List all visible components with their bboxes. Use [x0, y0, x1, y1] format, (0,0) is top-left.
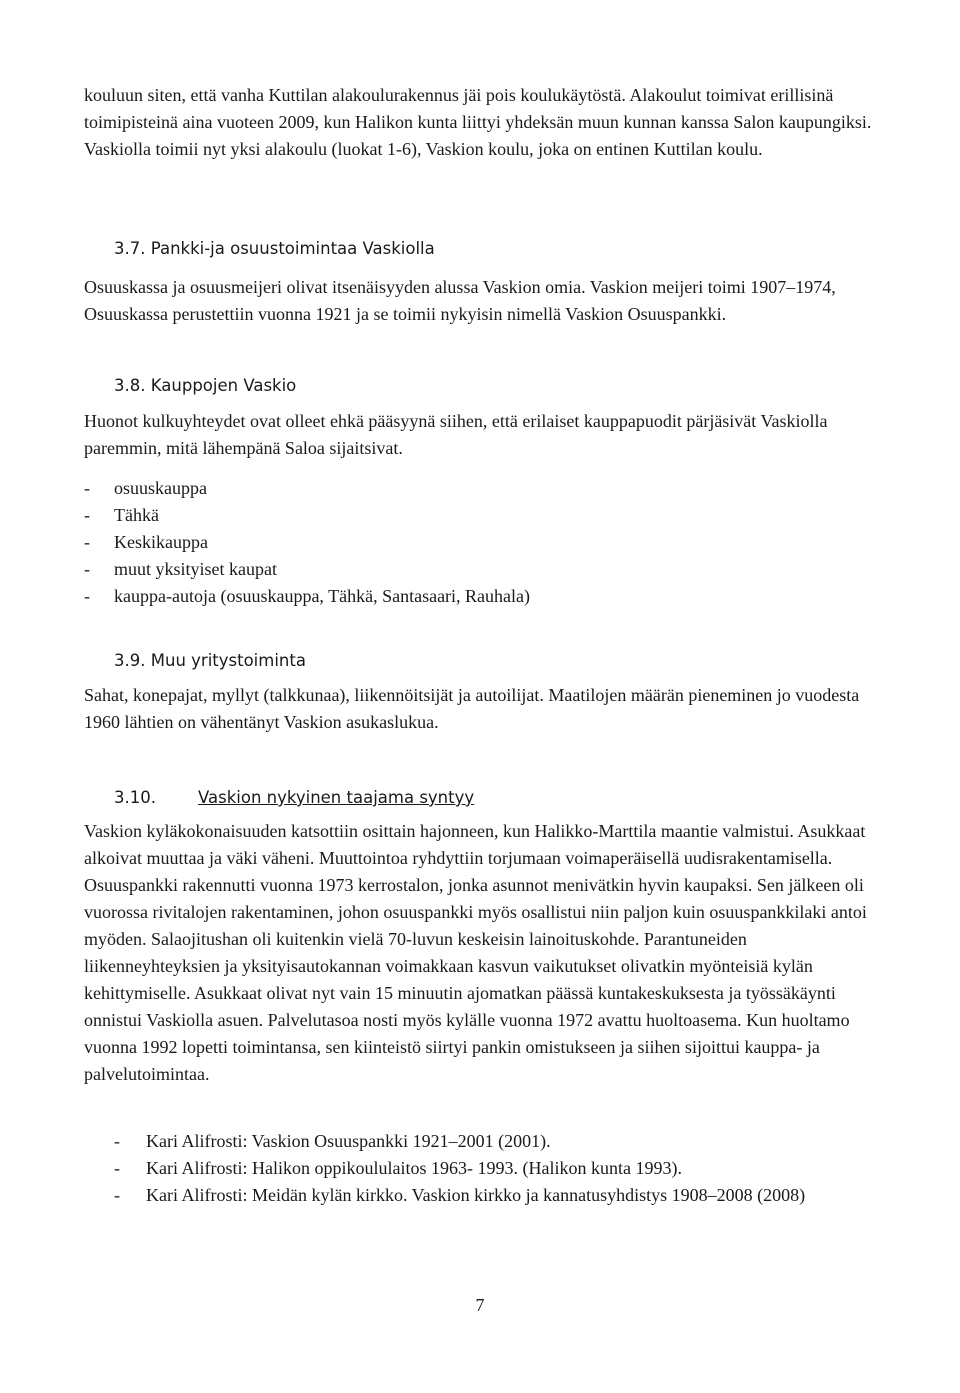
- list-item: - Tähkä: [84, 505, 159, 525]
- list-item: - muut yksityiset kaupat: [84, 559, 277, 579]
- page-number: 7: [475, 1295, 485, 1315]
- section-heading-3-7: [114, 238, 435, 260]
- section-paragraph-3-8: Huonot kulkuyhteydet ovat olleet ehkä pääsyynä siihen, että erilaiset kauppapuodit pärjäsivät Vaskiolla paremmin, mitä lähempänä Saloa sijaitsivat.: [84, 411, 828, 458]
- section-title: Muu yritystoiminta: [150, 651, 306, 670]
- section-heading-3-8: [114, 375, 296, 397]
- section-number: 3.8.: [114, 376, 146, 395]
- list-item: - kauppa-autoja (osuuskauppa, Tähkä, Santasaari, Rauhala): [84, 586, 531, 606]
- section-title: Pankki-ja osuustoimintaa Vaskiolla: [150, 239, 435, 258]
- shop-list: [84, 475, 530, 610]
- section-paragraph-3-10: Vaskion kyläkokonaisuuden katsottiin osittain hajonneen, kun Halikko-Marttila maantie valmistui. Asukkaat alkoivat muuttaa ja väki väheni. Muuttointoa ryhdyttiin torjumaan voimaperäisellä uudisrakentamisella. Osuuspankki rakennutti vuonna 1973 kerrostalon, jonka asunnot menivätkin hyvin kaupaksi. Sen jälkeen oli vuorossa rivitalojen rakentaminen, johon osuuspankki myös osallistui niin paljon kuin osuuspankkilaki antoi myöden. Salaojitushan oli kuitenkin vielä 70-luvun keskeisin lainoituskohde. Parantuneiden liikenneyhteyksien ja yksityisautokannan voimakkaan kasvun vaikutukset olivatkin myönteisiä kylän kehittymiselle. Asukkaat olivat nyt vain 15 minuutin ajomatkan päässä kuntakeskuksesta ja työssäkäynti onnistui Vaskiolla asuen. Palvelutasoa nosti myös kylälle vuonna 1972 avattu huoltoasema. Kun huoltamo vuonna 1992 lopetti toimintansa, sen kiinteistö siirtyi pankin omistukseen ja siihen sijoittui kauppa- ja palvelutoimintaa.: [84, 821, 867, 1084]
- section-number: 3.7.: [114, 239, 146, 258]
- section-heading-3-9: [114, 650, 306, 672]
- intro-paragraph: kouluun siten, että vanha Kuttilan alakoulurakennus jäi pois koulukäytöstä. Alakoulut toimivat erillisinä toimipisteinä aina vuoteen 2009, kun Halikon kunta liittyi yhdeksän muun kunnan kanssa Salon kaupungiksi. Vaskiolla toimii nyt yksi alakoulu (luokat 1-6), Vaskion koulu, joka on entinen Kuttilan koulu.: [84, 85, 872, 159]
- list-item: - Keskikauppa: [84, 532, 208, 552]
- list-item: - osuuskauppa: [84, 478, 207, 498]
- list-item: - Kari Alifrosti: Halikon oppikoululaitos 1963- 1993. (Halikon kunta 1993).: [114, 1158, 682, 1178]
- section-title: Vaskion nykyinen taajama syntyy: [198, 788, 475, 807]
- list-item: - Kari Alifrosti: Meidän kylän kirkko. Vaskion kirkko ja kannatusyhdistys 1908–2008 (2008): [114, 1185, 806, 1205]
- section-heading-3-10: [114, 787, 474, 809]
- section-paragraph-3-7: Osuuskassa ja osuusmeijeri olivat itsenäisyyden alussa Vaskion omia. Vaskion meijeri toimi 1907–1974, Osuuskassa perustettiin vuonna 1921 ja se toimii nykyisin nimellä Vaskion Osuuspankki.: [84, 277, 836, 324]
- section-number: 3.10.: [114, 788, 156, 807]
- source-list: [84, 1128, 805, 1209]
- section-title: Kauppojen Vaskio: [150, 376, 297, 395]
- section-number: 3.9.: [114, 651, 146, 670]
- list-item: - Kari Alifrosti: Vaskion Osuuspankki 1921–2001 (2001).: [114, 1131, 551, 1151]
- section-paragraph-3-9: Sahat, konepajat, myllyt (talkkunaa), liikennöitsijät ja autoilijat. Maatilojen määrän pieneminen jo vuodesta 1960 lähtien on vähentänyt Vaskion asukaslukua.: [84, 685, 860, 732]
